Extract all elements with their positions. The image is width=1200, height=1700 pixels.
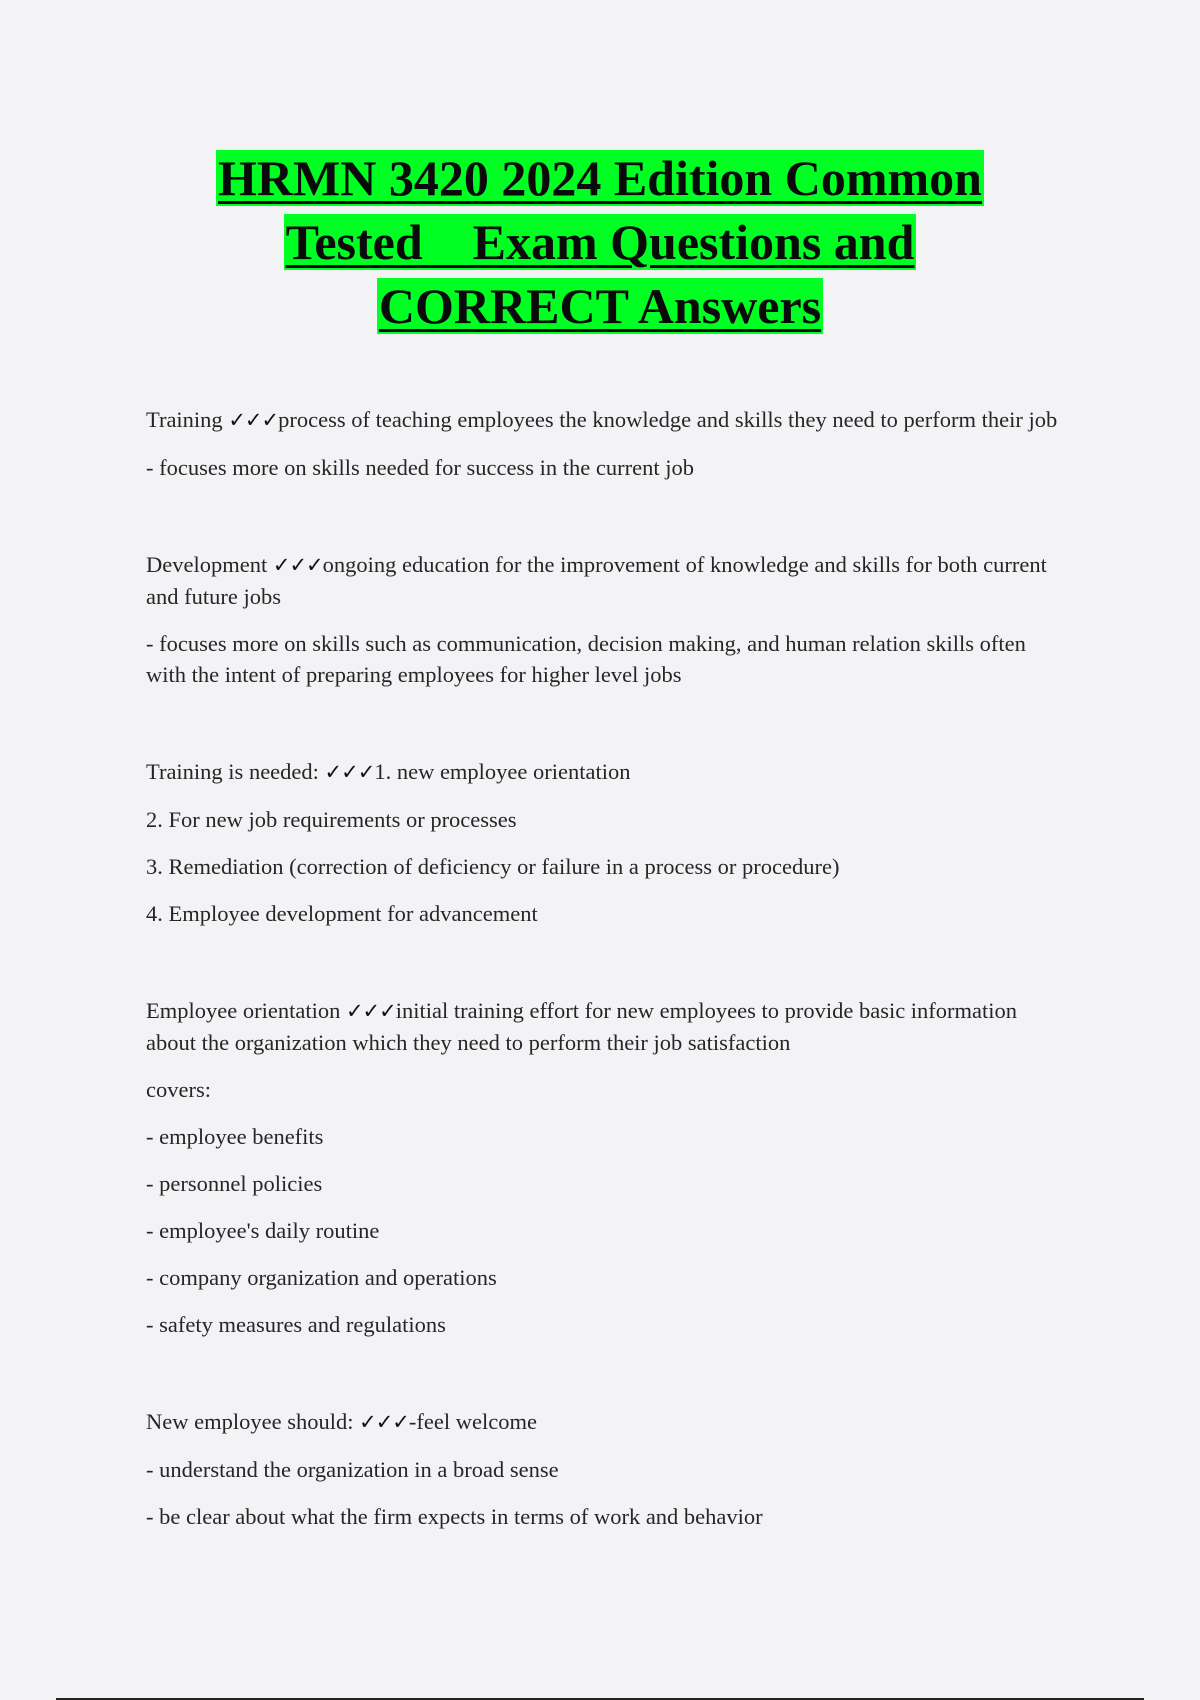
- qa-detail: - understand the organization in a broad sense: [146, 1457, 559, 1482]
- title-line-2-text: Tested Exam Questions and: [285, 214, 915, 270]
- qa-detail: 3. Remediation (correction of deficiency or failure in a process or procedure): [146, 854, 840, 879]
- document-title: [100, 146, 1100, 338]
- qa-question: [146, 995, 1066, 1058]
- qa-item-training-needed: [146, 756, 1066, 929]
- qa-content: [146, 404, 1066, 1548]
- qa-detail: - personnel policies: [146, 1171, 323, 1196]
- qa-question: [146, 756, 1066, 788]
- qa-term: Training: [146, 407, 229, 432]
- title-line-2: [100, 210, 1100, 274]
- section-spacer: [146, 706, 1066, 756]
- qa-item-employee-orientation: [146, 995, 1066, 1340]
- title-line-1: [100, 146, 1100, 210]
- title-line-1-text: HRMN 3420 2024 Edition Common: [218, 150, 982, 206]
- section-spacer: [146, 499, 1066, 549]
- qa-detail: - company organization and operations: [146, 1265, 497, 1290]
- qa-detail: - focuses more on skills needed for success in the current job: [146, 455, 694, 480]
- qa-detail: - focuses more on skills such as communication, decision making, and human relation skills often with the intent of preparing employees for higher level jobs: [146, 631, 1026, 687]
- qa-answer: ongoing education for the improvement of knowledge and skills for both current and future jobs: [146, 552, 1047, 609]
- qa-detail: 4. Employee development for advancement: [146, 901, 538, 926]
- qa-detail: - employee's daily routine: [146, 1218, 380, 1243]
- qa-item-new-employee-should: [146, 1406, 1066, 1532]
- section-spacer: [146, 1356, 1066, 1406]
- qa-detail: 2. For new job requirements or processes: [146, 807, 517, 832]
- checkmark-icon: ✓✓✓: [228, 408, 279, 432]
- qa-detail: covers:: [146, 1077, 211, 1102]
- qa-term: Employee orientation: [146, 998, 346, 1023]
- qa-question: [146, 1406, 1066, 1438]
- qa-answer: -feel welcome: [408, 1409, 537, 1434]
- qa-answer: process of teaching employees the knowledge and skills they need to perform their job: [278, 407, 1058, 432]
- checkmark-icon: ✓✓✓: [359, 1410, 409, 1434]
- qa-detail: - employee benefits: [146, 1124, 324, 1149]
- title-line-3: [100, 274, 1100, 338]
- qa-question: [146, 549, 1066, 612]
- qa-answer: initial training effort for new employees to provide basic information about the organization which they need to perform their job satisfaction: [146, 998, 1018, 1055]
- qa-item-development: [146, 549, 1066, 690]
- qa-question: [146, 404, 1066, 436]
- qa-term: Development: [146, 552, 273, 577]
- qa-term: Training is needed:: [146, 759, 325, 784]
- qa-detail: - safety measures and regulations: [146, 1312, 446, 1337]
- qa-answer: 1. new employee orientation: [374, 759, 631, 784]
- checkmark-icon: ✓✓✓: [324, 760, 375, 784]
- qa-item-training: [146, 404, 1066, 483]
- title-line-3-text: CORRECT Answers: [378, 278, 822, 334]
- checkmark-icon: ✓✓✓: [345, 999, 396, 1023]
- checkmark-icon: ✓✓✓: [272, 553, 323, 577]
- section-spacer: [146, 945, 1066, 995]
- qa-detail: - be clear about what the firm expects in terms of work and behavior: [146, 1504, 763, 1529]
- qa-term: New employee should:: [146, 1409, 360, 1434]
